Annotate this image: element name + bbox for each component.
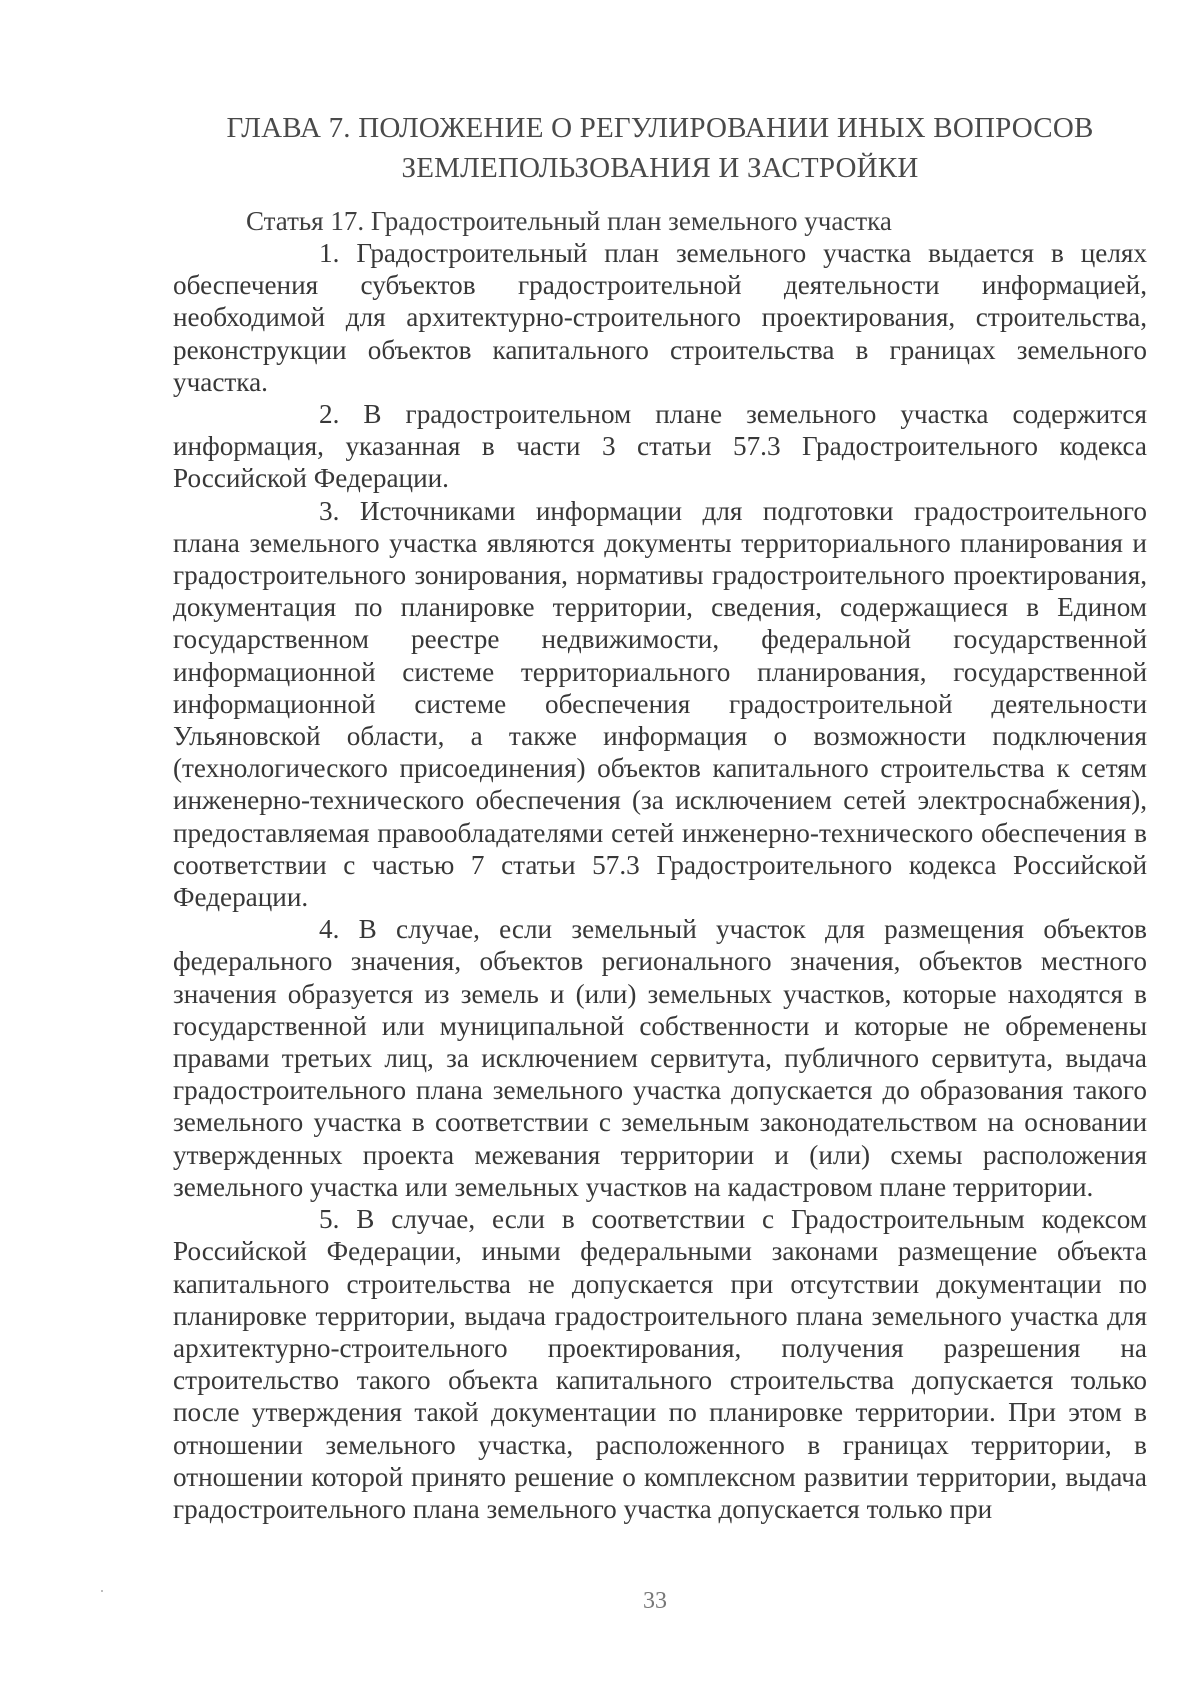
paragraph-number: 2. xyxy=(319,399,340,430)
chapter-title: ГЛАВА 7. ПОЛОЖЕНИЕ О РЕГУЛИРОВАНИИ ИНЫХ ВОПРОСОВ ЗЕМЛЕПОЛЬЗОВАНИЯ И ЗАСТРОЙКИ xyxy=(226,112,1094,184)
paragraph-text: Градостроительный план земельного участка выдается в целях обеспечения субъектов градостроительной деятельности информацией, необходимой для архитектурно-строительного проектирования, строительства, реконструкции объектов капитального строительства в границах земельного участка. xyxy=(173,238,1147,397)
paragraph-4 xyxy=(173,913,1147,1203)
article-body xyxy=(173,237,1147,1525)
paragraph-text: В случае, если земельный участок для размещения объектов федерального значения, объектов регионального значения, объектов местного значения образуется из земель и (или) земельных участков, которые находятся в государственной или муниципальной собственности и которые не обременены правами третьих лиц, за исключением сервитута, публичного сервитута, выдача градостроительного плана земельного участка допускается до образования такого земельного участка в соответствии с земельным законодательством на основании утвержденных проекта межевания территории и (или) схемы расположения земельного участка или земельных участков на кадастровом плане территории. xyxy=(173,914,1147,1202)
paragraph-5 xyxy=(173,1203,1147,1525)
article-title: Статья 17. Градостроительный план земельного участка xyxy=(246,206,892,236)
paragraph-text: В градостроительном плане земельного участка содержится информация, указанная в части 3 статьи 57.3 Градостроительного кодекса Российской Федерации. xyxy=(173,399,1147,494)
paragraph-number: 1. xyxy=(319,238,340,268)
paragraph-text: Источниками информации для подготовки градостроительного плана земельного участка являются документы территориального планирования и градостроительного зонирования, нормативы градостроительного проектирования, документация по планировке территории, сведения, содержащиеся в Едином государственном реестре недвижимости, федеральной государственной информационной системе территориального планирования, государственной информационной системе обеспечения градостроительной деятельности Ульяновской области, а также информация о возможности подключения (технологического присоединения) объектов капитального строительства к сетям инженерно-технического обеспечения (за исключением сетей электроснабжения), предоставляемая правообладателями сетей инженерно-технического обеспечения в соответствии с частью 7 статьи 57.3 Градостроительного кодекса Российской Федерации. xyxy=(173,495,1148,913)
paragraph-number: 5. xyxy=(319,1204,340,1235)
paragraph-number: 4. xyxy=(319,914,340,945)
paragraph-2 xyxy=(173,398,1147,495)
paragraph-1 xyxy=(173,237,1147,398)
paragraph-number: 3. xyxy=(319,495,340,526)
paragraph-text: В случае, если в соответствии с Градостроительным кодексом Российской Федерации, иными федеральными законами размещение объекта капитального строительства не допускается при отсутствии документации по планировке территории, выдача градостроительного плана земельного участка для архитектурно-строительного проектирования, получения разрешения на строительство такого объекта капитального строительства допускается только после утверждения такой документации по планировке территории. При этом в отношении земельного участка, расположенного в границах территории, в отношении которой принято решение о комплексном развитии территории, выдача градостроительного плана земельного участка допускается только при xyxy=(173,1204,1148,1524)
page-number: 33 xyxy=(643,1588,667,1614)
paragraph-3 xyxy=(173,495,1147,914)
